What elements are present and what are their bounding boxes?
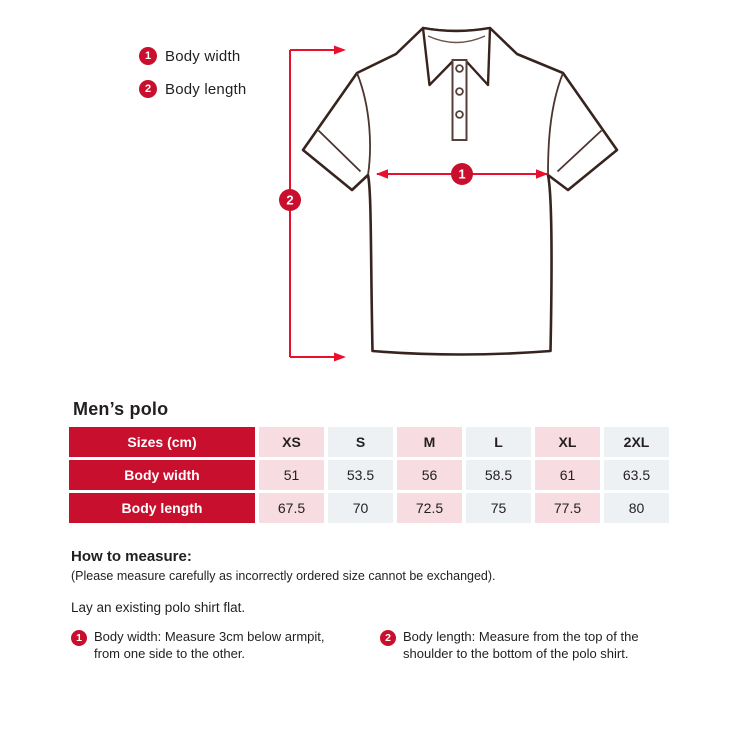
body-width-value-xl: 61 (535, 460, 600, 490)
legend-item-body-width (139, 47, 246, 65)
legend-item-body-length (139, 80, 246, 98)
button-icon (456, 88, 463, 95)
step-body-length (380, 629, 639, 662)
step-2-badge: 2 (380, 630, 396, 646)
body-length-value-2xl: 80 (604, 493, 669, 523)
lay-flat-instruction: Lay an existing polo shirt flat. (71, 600, 246, 615)
legend-label: Body width (165, 47, 241, 65)
svg-text:2: 2 (286, 192, 294, 208)
body-length-value-m: 72.5 (397, 493, 462, 523)
marker-1-badge: 1 (139, 47, 157, 65)
length-marker-badge (279, 189, 301, 211)
step-1-line-2: from one side to the other. (94, 645, 246, 661)
step-2-line-2: shoulder to the bottom of the polo shirt. (403, 645, 629, 661)
body-width-value-l: 58.5 (466, 460, 531, 490)
button-icon (456, 65, 463, 72)
button-icon (456, 111, 463, 118)
step-1-badge: 1 (71, 630, 87, 646)
row-label-body-width: Body width (69, 460, 255, 490)
step-1-line-1: Body width: Measure 3cm below armpit, (94, 629, 325, 644)
body-length-value-l: 75 (466, 493, 531, 523)
width-marker-badge (451, 163, 473, 185)
size-table (69, 427, 669, 523)
exchange-note: (Please measure carefully as incorrectly ordered size cannot be exchanged). (71, 569, 496, 583)
size-col-header-xs: XS (259, 427, 324, 457)
how-to-measure-title: How to measure: (71, 548, 192, 565)
how-to-measure-section (71, 548, 681, 662)
section-title: Men’s polo (73, 399, 169, 419)
row-label-body-length: Body length (69, 493, 255, 523)
body-width-value-m: 56 (397, 460, 462, 490)
legend-label: Body length (165, 80, 247, 98)
measurement-legend (139, 47, 246, 113)
body-width-value-xs: 51 (259, 460, 324, 490)
measure-steps (71, 629, 681, 662)
marker-2-badge: 2 (139, 80, 157, 98)
step-1-text (94, 629, 324, 662)
body-length-value-s: 70 (328, 493, 393, 523)
size-col-header-2xl: 2XL (604, 427, 669, 457)
size-col-header-m: M (397, 427, 462, 457)
step-2-line-1: Body length: Measure from the top of the (403, 629, 639, 644)
size-col-header-xl: XL (535, 427, 600, 457)
body-width-value-s: 53.5 (328, 460, 393, 490)
step-2-text (403, 629, 639, 662)
size-col-header-s: S (328, 427, 393, 457)
body-width-value-2xl: 63.5 (604, 460, 669, 490)
step-body-width (71, 629, 380, 662)
body-length-value-xs: 67.5 (259, 493, 324, 523)
svg-text:1: 1 (458, 166, 466, 182)
sizes-header-cell: Sizes (cm) (69, 427, 255, 457)
size-col-header-l: L (466, 427, 531, 457)
body-length-value-xl: 77.5 (535, 493, 600, 523)
